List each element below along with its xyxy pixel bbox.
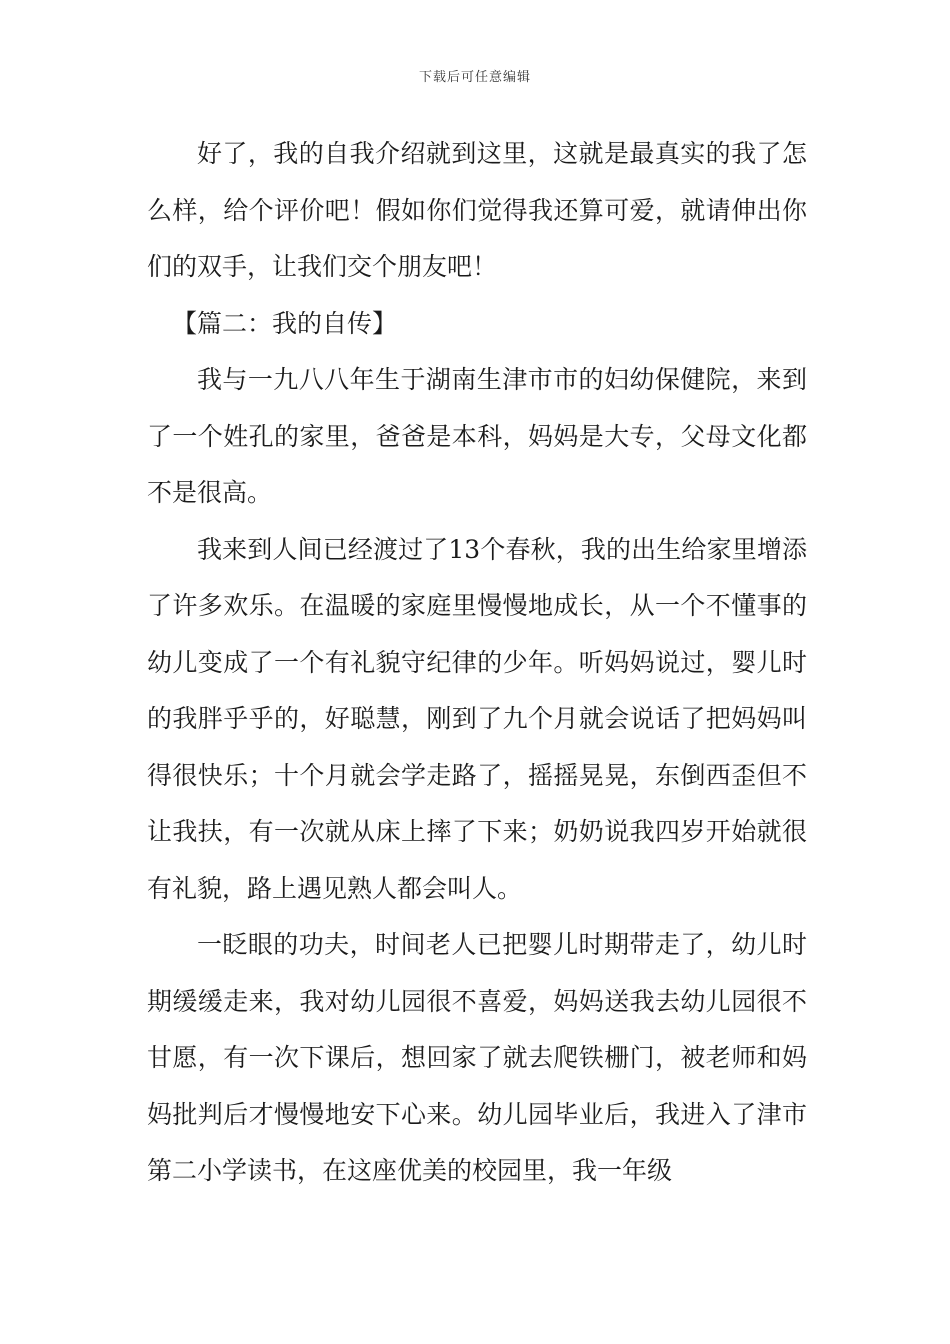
paragraph-childhood: 我来到人间已经渡过了13个春秋，我的出生给家里增添了许多欢乐。在温暖的家庭里慢慢地成长，从一个不懂事的幼儿变成了一个有礼貌守纪律的少年。听妈妈说过，婴儿时的我胖乎乎的，好聪慧，刚到了九个月就会说话了把妈妈叫得很快乐；十个月就会学走路了，摇摇晃晃，东倒西歪但不让我扶，有一次就从床上摔了下来；奶奶说我四岁开始就很有礼貌，路上遇见熟人都会叫人。 [147, 534, 807, 903]
paragraph-kindergarten: 一眨眼的功夫，时间老人已把婴儿时期带走了，幼儿时期缓缓走来，我对幼儿园很不喜爱，妈妈送我去幼儿园很不甘愿，有一次下课后，想回家了就去爬铁栅门，被老师和妈妈批判后才慢慢地安下心来。幼儿园毕业后，我进入了津市第二小学读书，在这座优美的校园里，我一年级 [147, 930, 807, 1185]
paragraph-birth: 我与一九八八年生于湖南生津市市的妇幼保健院，来到了一个姓孔的家里，爸爸是本科，妈妈是大专，父母文化都不是很高。 [147, 365, 807, 507]
document-body [147, 126, 807, 1200]
page-header: 下载后可任意编辑 [418, 70, 531, 85]
paragraph-closing-intro: 好了，我的自我介绍就到这里，这就是最真实的我了怎么样，给个评价吧！假如你们觉得我还算可爱，就请伸出你们的双手，让我们交个朋友吧！ [147, 139, 807, 281]
section-heading: 【篇二：我的自传】 [172, 308, 398, 338]
